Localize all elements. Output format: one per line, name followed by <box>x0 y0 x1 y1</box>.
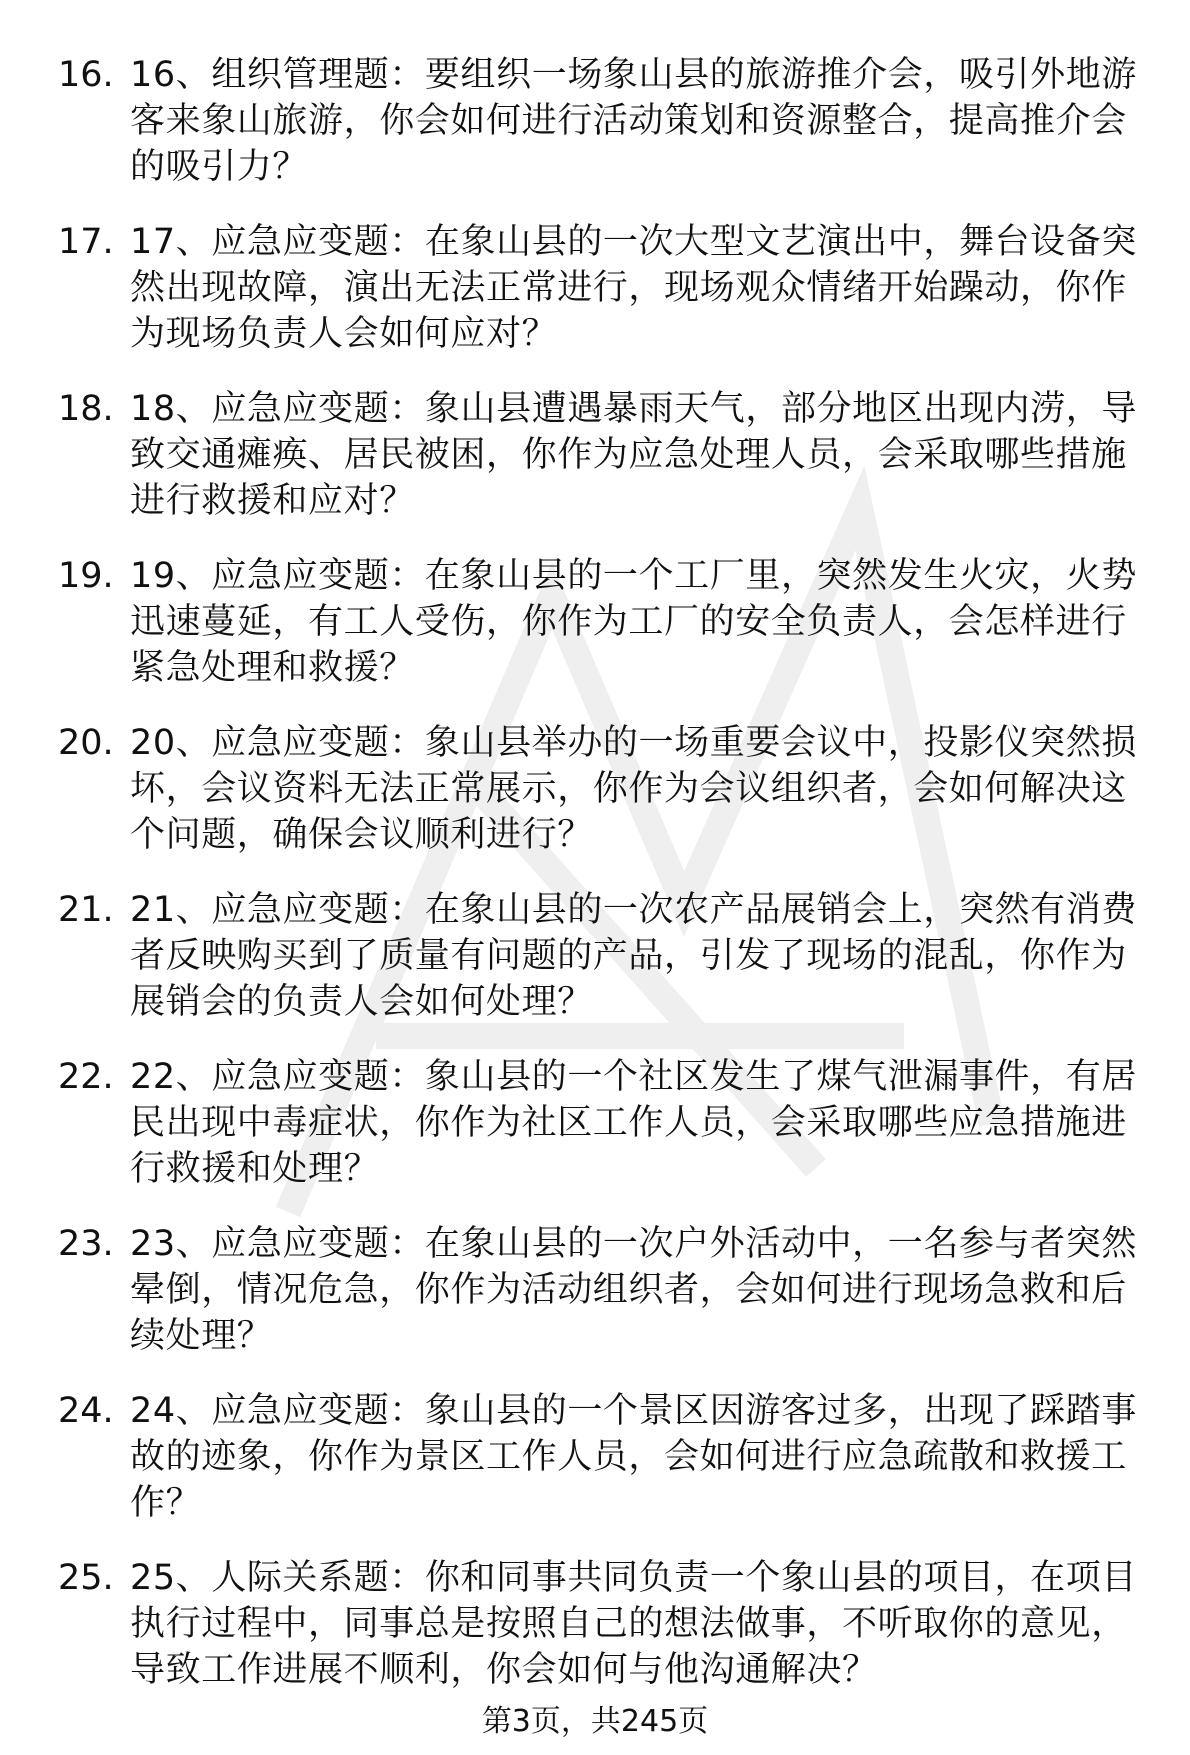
question-text: 20、应急应变题：象山县举办的一场重要会议中，投影仪突然损坏，会议资料无法正常展示，你作为会议组织者，会如何解决这个问题，确保会议顺利进行？ <box>130 723 1137 855</box>
list-item <box>0 887 1190 1054</box>
question-text: 21、应急应变题：在象山县的一次农产品展销会上，突然有消费者反映购买到了质量有问题的产品，引发了现场的混乱，你作为展销会的负责人会如何处理？ <box>130 890 1137 1022</box>
item-number: 16. <box>58 55 114 95</box>
page-footer: 第3页，共245页 <box>481 1704 709 1739</box>
list-item <box>0 1388 1190 1555</box>
question-text: 24、应急应变题：象山县的一个景区因游客过多，出现了踩踏事故的迹象，你作为景区工作人员，会如何进行应急疏散和救援工作？ <box>130 1391 1137 1523</box>
question-text: 16、组织管理题：要组织一场象山县的旅游推介会，吸引外地游客来象山旅游，你会如何进行活动策划和资源整合，提高推介会的吸引力？ <box>130 55 1137 187</box>
question-text: 23、应急应变题：在象山县的一次户外活动中，一名参与者突然晕倒，情况危急，你作为活动组织者，会如何进行现场急救和后续处理？ <box>130 1224 1137 1356</box>
question-list <box>0 52 1190 1722</box>
question-text: 18、应急应变题：象山县遭遇暴雨天气，部分地区出现内涝，导致交通瘫痪、居民被困，你作为应急处理人员，会采取哪些措施进行救援和应对？ <box>130 389 1137 521</box>
question-text: 22、应急应变题：象山县的一个社区发生了煤气泄漏事件，有居民出现中毒症状，你作为社区工作人员，会采取哪些应急措施进行救援和处理？ <box>130 1057 1137 1189</box>
list-item <box>0 1555 1190 1722</box>
item-number: 24. <box>58 1391 114 1431</box>
item-number: 19. <box>58 556 114 596</box>
list-item <box>0 219 1190 386</box>
list-item <box>0 720 1190 887</box>
item-number: 23. <box>58 1224 114 1264</box>
list-item <box>0 52 1190 219</box>
item-number: 20. <box>58 723 114 763</box>
item-number: 18. <box>58 389 114 429</box>
list-item <box>0 1054 1190 1221</box>
item-number: 17. <box>58 222 114 262</box>
question-text: 17、应急应变题：在象山县的一次大型文艺演出中，舞台设备突然出现故障，演出无法正常进行，现场观众情绪开始躁动，你作为现场负责人会如何应对？ <box>130 222 1137 354</box>
item-number: 25. <box>58 1558 114 1598</box>
question-text: 25、人际关系题：你和同事共同负责一个象山县的项目，在项目执行过程中，同事总是按照自己的想法做事，不听取你的意见，导致工作进展不顺利，你会如何与他沟通解决？ <box>130 1558 1137 1690</box>
list-item <box>0 386 1190 553</box>
item-number: 22. <box>58 1057 114 1097</box>
item-number: 21. <box>58 890 114 930</box>
list-item <box>0 553 1190 720</box>
list-item <box>0 1221 1190 1388</box>
question-text: 19、应急应变题：在象山县的一个工厂里，突然发生火灾，火势迅速蔓延，有工人受伤，你作为工厂的安全负责人，会怎样进行紧急处理和救援？ <box>130 556 1137 688</box>
